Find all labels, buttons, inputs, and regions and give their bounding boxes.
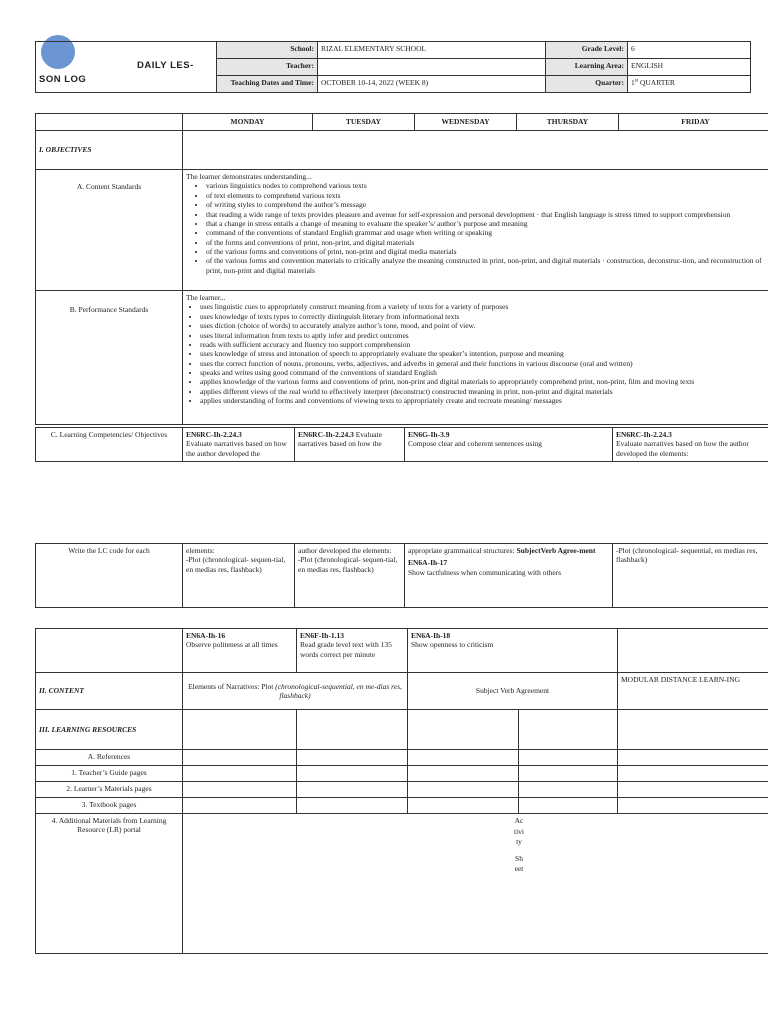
performance-item: • reads with sufficient accuracy and fluency too support comprehension xyxy=(200,340,768,349)
quarter-text: QUARTER xyxy=(638,78,675,87)
tb-fri xyxy=(618,798,768,814)
tb-tue xyxy=(297,798,408,814)
lm-wed xyxy=(408,782,519,798)
competency-tuesday xyxy=(295,428,405,462)
competency-wednesday-text: Compose clear and coherent sentences using xyxy=(408,439,542,449)
lc-wednesday-text1 xyxy=(408,546,609,555)
content-mon-tue-italic: (chronological-sequential, en me-dias res, flashback) xyxy=(275,681,402,700)
resources-thu xyxy=(519,710,618,750)
performance-standards-intro: The learner... xyxy=(186,293,226,302)
performance-standards-list xyxy=(186,302,768,405)
tg-label: 1. Teacher’s Guide pages xyxy=(36,766,183,782)
p3-monday-text: Observe politeness at all times xyxy=(186,640,278,650)
quarter-sup: st xyxy=(634,78,639,84)
content-item: • of the various forms and convention materials to critically analyze the meaning constructed in print, non-print, and digital materials · construction, deconstruc-tion, and reconstruction of print, non-print and digital materials xyxy=(206,256,768,275)
competency-monday xyxy=(183,428,295,462)
lm-fri xyxy=(618,782,768,798)
competency-friday xyxy=(613,428,768,462)
area-label: Learning Area: xyxy=(546,59,628,76)
tg-mon xyxy=(183,766,297,782)
day-header-wednesday: WEDNESDAY xyxy=(415,114,517,131)
p3-tuesday-text: Read grade level text with 135 words correct per minute xyxy=(300,640,392,659)
performance-item: • uses knowledge of texts types to correctly distinguish literary from informational texts xyxy=(200,312,768,321)
title-part2: SON LOG xyxy=(39,74,87,86)
lc-monday-text3: en medias res, flashback) xyxy=(186,564,262,574)
performance-item: • uses the correct function of nouns, pronouns, verbs, adjectives, and adverbs in general and their functions in various discourse (oral and written) xyxy=(200,359,768,368)
performance-item: • applies knowledge of the various forms and conventions of print, non-print and digital materials to appropriately comprehend print, non-print, film and moving texts xyxy=(200,377,768,386)
performance-item: • uses knowledge of stress and intonation of speech to appropriately evaluate the speaker’s intention, purpose and meaning xyxy=(200,349,768,358)
ref-thu xyxy=(519,750,618,766)
competency-friday-text: Evaluate narratives based on how the author developed the elements: xyxy=(616,439,749,458)
content-standards-intro: The learner demonstrates understanding... xyxy=(186,172,312,181)
tg-thu xyxy=(519,766,618,782)
performance-item: • applies understanding of forms and conventions of viewing texts to appropriately create and recreate meaning/ messages xyxy=(200,396,768,405)
lm-tue xyxy=(297,782,408,798)
performance-item: • applies different views of the real world to effectively interpret (deconstruct) constructed meaning in print, non-print and digital materials xyxy=(200,387,768,396)
competency-wednesday-code: EN6G-Ih-3.9 xyxy=(408,430,450,439)
content-wed-thu: Subject Verb Agreement xyxy=(408,673,618,710)
lc-wednesday-text2: Show tactfulness when communicating with others xyxy=(408,567,562,577)
lc-wednesday-text1b: SubjectVerb Agree-ment xyxy=(516,546,596,555)
p3-monday-code: EN6A-Ih-16 xyxy=(186,631,226,640)
day-header-thursday: THURSDAY xyxy=(517,114,619,131)
teacher-value xyxy=(318,59,546,76)
grade-value: 6 xyxy=(628,42,751,59)
competency-monday-code: EN6RC-Ih-2.24.3 xyxy=(186,430,242,439)
resources-mon xyxy=(183,710,297,750)
lc-code-label: Write the LC code for each xyxy=(36,544,183,608)
content-standards-label: A. Content Standards xyxy=(36,170,183,291)
day-header-friday: FRIDAY xyxy=(619,114,768,131)
p3-wednesday-text: Show openness to criticism xyxy=(411,640,494,650)
content-item: • that reading a wide range of texts provides pleasure and avenue for self-expression and personal development · that English language is stress timed to support comprehension xyxy=(206,210,768,219)
content-mon-tue xyxy=(183,673,408,710)
content-label: II. CONTENT xyxy=(36,673,183,710)
dates-label: Teaching Dates and Time: xyxy=(217,76,318,93)
day-header-tuesday: TUESDAY xyxy=(313,114,415,131)
p3-tuesday-code: EN6F-Ih-1.13 xyxy=(300,631,344,640)
lc-wednesday xyxy=(405,544,613,608)
competencies-continued-table xyxy=(35,543,768,608)
performance-item: • uses linguistic cues to appropriately construct meaning from a variety of texts for a variety of purposes xyxy=(200,302,768,311)
performance-item: • uses diction (choice of words) to accurately analyze author’s tone, mood, and point of view. xyxy=(200,321,768,330)
objectives-label: I. OBJECTIVES xyxy=(36,131,183,170)
additional-materials-label: 4. Additional Materials from Learning Resource (LR) portal xyxy=(36,814,183,954)
area-value: ENGLISH xyxy=(628,59,751,76)
competency-monday-text: Evaluate narratives based on how the author developed the xyxy=(186,439,287,458)
title-part1: DAILY LES- xyxy=(137,60,194,71)
tg-wed xyxy=(408,766,519,782)
competencies-table xyxy=(35,427,768,462)
resources-tue xyxy=(297,710,408,750)
lc-wednesday-text1a: appropriate grammatical structures: xyxy=(408,546,517,555)
tg-fri xyxy=(618,766,768,782)
lc-tuesday xyxy=(295,544,405,608)
ref-tue xyxy=(297,750,408,766)
teacher-label: Teacher: xyxy=(217,59,318,76)
lc-monday-text1: elements: xyxy=(186,546,215,555)
day-header-blank xyxy=(36,114,183,131)
performance-item: • speaks and writes using good command of the conventions of standard English xyxy=(200,368,768,377)
school-value: RIZAL ELEMENTARY SCHOOL xyxy=(318,42,546,59)
p3-wednesday xyxy=(408,629,618,673)
lc-friday: -Plot (chronological- sequential, en medias res, flashback) xyxy=(613,544,768,608)
ref-mon xyxy=(183,750,297,766)
school-label: School: xyxy=(217,42,318,59)
quarter-label: Quarter: xyxy=(546,76,628,93)
ref-wed xyxy=(408,750,519,766)
textbook-label: 3. Textbook pages xyxy=(36,798,183,814)
resources-wed xyxy=(408,710,519,750)
content-item: • of text elements to comprehend various texts xyxy=(206,191,768,200)
p3-blank-label xyxy=(36,629,183,673)
p3-friday xyxy=(618,629,768,673)
content-standards-cell xyxy=(183,170,768,291)
competency-tuesday-text: Evaluate narratives based on how the xyxy=(298,430,382,449)
competency-friday-code: EN6RC-Ih-2.24.3 xyxy=(616,430,672,439)
title-cell xyxy=(36,42,217,93)
activity-vertical-text: Activity xyxy=(514,816,525,846)
content-resources-table xyxy=(35,628,768,954)
quarter-num: 1 xyxy=(631,78,635,87)
lc-monday-text2: -Plot (chronological- sequen-tial, xyxy=(186,555,286,565)
content-item: • of the various forms and conventions of print, non-print and digital media materials xyxy=(206,247,768,256)
competency-wednesday xyxy=(405,428,613,462)
quarter-value xyxy=(628,76,751,93)
lc-tuesday-text1: author developed the elements: xyxy=(298,546,392,555)
content-fri: MODULAR DISTANCE LEARN-ING xyxy=(618,673,768,710)
activity-sheet-vertical xyxy=(514,816,524,875)
tg-tue xyxy=(297,766,408,782)
content-item: • command of the conventions of standard English grammar and usage when writing or speaking xyxy=(206,228,768,237)
content-item: • various linguistics nodes to comprehend various texts xyxy=(206,181,768,190)
additional-materials-cell xyxy=(183,814,768,954)
lc-tuesday-text2: -Plot (chronological- sequen-tial, en medias res, flashback) xyxy=(298,555,398,574)
lm-mon xyxy=(183,782,297,798)
sheet-vertical-text: Sheet xyxy=(514,853,524,873)
competency-tuesday-code: EN6RC-Ih-2.24.3 xyxy=(298,430,354,439)
lm-thu xyxy=(519,782,618,798)
header-table xyxy=(35,41,751,93)
p3-wednesday-code: EN6A-Ih-18 xyxy=(411,631,451,640)
lc-wednesday-code2: EN6A-Ih-17 xyxy=(408,558,448,568)
resources-label: III. LEARNING RESOURCES xyxy=(36,710,183,750)
grade-label: Grade Level: xyxy=(546,42,628,59)
content-standards-list xyxy=(186,181,768,275)
lm-label: 2. Learner’s Materials pages xyxy=(36,782,183,798)
performance-standards-cell xyxy=(183,291,768,425)
performance-item: • uses literal information from texts to aptly infer and predict outcomes xyxy=(200,331,768,340)
ref-fri xyxy=(618,750,768,766)
lc-monday xyxy=(183,544,295,608)
competencies-label: C. Learning Competencies/ Objectives xyxy=(36,428,183,462)
objectives-blank xyxy=(183,131,768,170)
p3-monday xyxy=(183,629,297,673)
tb-wed xyxy=(408,798,519,814)
dates-value: OCTOBER 10-14, 2022 (WEEK 8) xyxy=(318,76,546,93)
content-item: • that a change in stress entails a change of meaning to evaluate the speaker’s/ author’s purpose and meaning xyxy=(206,219,768,228)
content-item: • of the forms and conventions of print, non-print, and digital materials xyxy=(206,238,768,247)
content-mon-tue-text: Elements of Narratives: Plot xyxy=(188,681,276,691)
resources-fri xyxy=(618,710,768,750)
objectives-table xyxy=(35,113,768,425)
content-item: • of writing styles to comprehend the author’s message xyxy=(206,200,768,209)
tb-thu xyxy=(519,798,618,814)
references-label: A. References xyxy=(36,750,183,766)
performance-standards-label: B. Performance Standards xyxy=(36,291,183,425)
tb-mon xyxy=(183,798,297,814)
p3-tuesday xyxy=(297,629,408,673)
day-header-monday: MONDAY xyxy=(183,114,313,131)
